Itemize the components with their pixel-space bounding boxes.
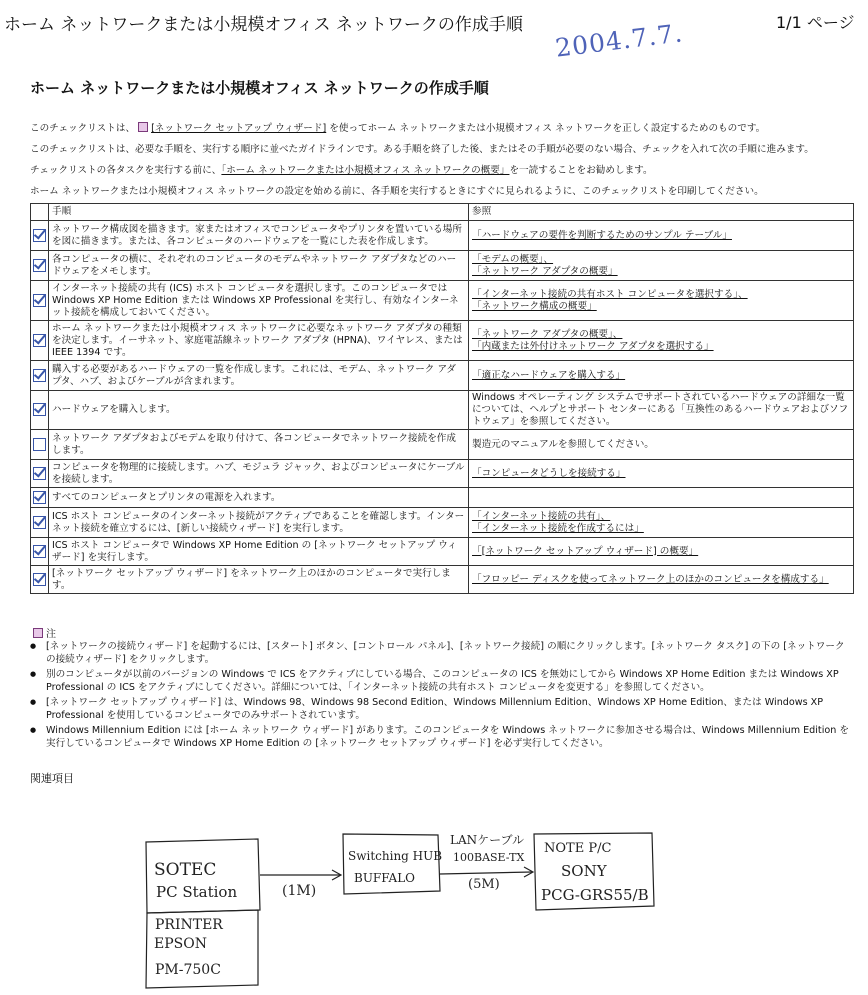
step-checkbox[interactable] — [33, 491, 46, 504]
print-header-title: ホーム ネットワークまたは小規模オフィス ネットワークの作成手順 — [4, 15, 523, 35]
step-checkbox[interactable] — [33, 334, 46, 347]
step-checkbox[interactable] — [33, 369, 46, 382]
intro-text: を一読することをお勧めします。 — [509, 165, 653, 176]
step-checkbox[interactable] — [33, 516, 46, 529]
checkbox-column-header — [31, 204, 49, 221]
checkbox-cell — [31, 391, 49, 430]
intro-text: チェックリストの各タスクを実行する前に、 — [30, 165, 222, 176]
table-row — [31, 321, 854, 361]
sketch-printer-label-1: PRINTER — [155, 917, 223, 933]
step-cell: 購入する必要があるハードウェアの一覧を作成します。これには、モデム、ネットワーク アダプタ、ハブ、およびケーブルが含まれます。 — [49, 361, 469, 391]
step-cell: 各コンピュータの横に、それぞれのコンピュータのモデムやネットワーク アダプタなどのハードウェアをメモします。 — [49, 251, 469, 281]
intro-paragraph-2: このチェックリストは、必要な手順を、実行する順序に並べたガイドラインです。ある手順を終了した後、またはその手順が必要のない場合、チェックを入れて次の手順に進みます。 — [30, 144, 814, 155]
note-item: ● Windows Millennium Edition には [ホーム ネットワーク ウィザード] があります。このコンピュータを Windows ネットワークに参加させる場合は、Windows Millennium Edition を実行しているコンピュータで Windows XP Home Edition の [ネットワーク セットアップ ウィザード] を必ず実行してください。 — [30, 724, 850, 750]
table-row — [31, 566, 854, 594]
checkbox-cell — [31, 460, 49, 488]
reference-cell[interactable]: 「コンピュータどうしを接続する」 — [469, 460, 854, 488]
link-network-setup-wizard[interactable]: [ネットワーク セットアップ ウィザード] — [151, 123, 327, 134]
notes-header-label: 注 — [46, 629, 56, 640]
intro-text: を使ってホーム ネットワークまたは小規模オフィス ネットワークを正しく設定するためのものです。 — [326, 123, 766, 134]
link-network-overview[interactable]: 「ホーム ネットワークまたは小規模オフィス ネットワークの概要」 — [221, 165, 510, 176]
step-checkbox[interactable] — [33, 573, 46, 586]
sketch-printer-label-3: PM-750C — [155, 962, 221, 978]
sketch-cable-label-2b: 100BASE-TX — [453, 851, 525, 864]
checkbox-cell — [31, 251, 49, 281]
reference-cell[interactable]: 製造元のマニュアルを参照してください。 — [469, 430, 854, 460]
wizard-icon — [138, 122, 148, 132]
step-cell: ハードウェアを購入します。 — [49, 391, 469, 430]
checkbox-cell — [31, 361, 49, 391]
step-cell: インターネット接続の共有 (ICS) ホスト コンピュータを選択します。このコンピュータでは Windows XP Home Edition または Windows XP Professional を実行し、有効なインターネット接続を構成しておいてください。 — [49, 281, 469, 321]
reference-cell[interactable]: Windows オペレーティング システムでサポートされているハードウェアの詳細な一覧については、ヘルプとサポート センターにある「互換性のあるハードウェアおよびソフトウェア」を参照してください。 — [469, 391, 854, 430]
table-header-row — [31, 204, 854, 221]
sketch-cable-label-2c: (5M) — [468, 877, 500, 892]
note-item: ● [ネットワーク セットアップ ウィザード] は、Windows 98、Windows 98 Second Edition、Windows Millennium Edition、Windows XP Home Edition、または Windows XP Professional を使用しているコンピュータでのみサポートされています。 — [30, 696, 850, 722]
step-cell: ICS ホスト コンピュータのインターネット接続がアクティブであることを確認します。インターネット接続を確立するには、[新しい接続ウィザード] を実行します。 — [49, 508, 469, 538]
step-cell: ネットワーク構成図を描きます。家またはオフィスでコンピュータやプリンタを置いている場所を図に描きます。または、各コンピュータのハードウェアを一覧にした表を作成します。 — [49, 221, 469, 251]
sketch-note-label-3: PCG-GRS55/B — [541, 886, 649, 904]
note-icon — [33, 628, 43, 638]
sketch-pc-label-2: PC Station — [156, 883, 238, 901]
checkbox-cell — [31, 321, 49, 361]
reference-cell[interactable]: 「ネットワーク アダプタの概要」、 「内蔵または外付けネットワーク アダプタを選択する」 — [469, 321, 854, 361]
table-row — [31, 508, 854, 538]
checkbox-cell — [31, 508, 49, 538]
table-row — [31, 281, 854, 321]
step-cell: ホーム ネットワークまたは小規模オフィス ネットワークに必要なネットワーク アダプタの種類を決定します。イーサネット、家庭電話線ネットワーク アダプタ (HPNA)、ワイヤレス、または IEEE 1394 です。 — [49, 321, 469, 361]
step-cell: ネットワーク アダプタおよびモデムを取り付けて、各コンピュータでネットワーク接続を作成します。 — [49, 430, 469, 460]
reference-cell[interactable]: 「適正なハードウェアを購入する」 — [469, 361, 854, 391]
table-row — [31, 361, 854, 391]
sketch-hub-label-1: Switching HUB — [348, 849, 443, 863]
checkbox-cell — [31, 281, 49, 321]
step-checkbox[interactable] — [33, 259, 46, 272]
column-header-step: 手順 — [49, 204, 469, 221]
note-item: ● [ネットワークの接続ウィザード] を起動するには、[スタート] ボタン、[コントロール パネル]、[ネットワーク接続] の順にクリックします。[ネットワーク タスク] の下の [ネットワークの接続ウィザード] をクリックします。 — [30, 640, 850, 666]
intro-paragraph-4: ホーム ネットワークまたは小規模オフィス ネットワークの設定を始める前に、各手順を実行するときにすぐに見られるように、このチェックリストを印刷してください。 — [30, 186, 764, 197]
step-cell: ICS ホスト コンピュータで Windows XP Home Edition の [ネットワーク セットアップ ウィザード] を実行します。 — [49, 538, 469, 566]
sketch-cable-label-2a: LANケーブル — [450, 833, 525, 847]
step-cell: すべてのコンピュータとプリンタの電源を入れます。 — [49, 488, 469, 508]
sketch-hub-label-2: BUFFALO — [354, 871, 416, 885]
checkbox-cell — [31, 430, 49, 460]
step-checkbox[interactable] — [33, 403, 46, 416]
reference-cell[interactable]: 「インターネット接続の共有ホスト コンピュータを選択する」、 「ネットワーク構成の概要」 — [469, 281, 854, 321]
sketch-cable-label-1: (1M) — [282, 883, 317, 899]
checkbox-cell — [31, 488, 49, 508]
table-row — [31, 538, 854, 566]
reference-cell[interactable]: 「インターネット接続の共有」、 「インターネット接続を作成するには」 — [469, 508, 854, 538]
step-checkbox[interactable] — [33, 229, 46, 242]
sketch-pc-label-1: SOTEC — [154, 860, 217, 880]
table-row — [31, 221, 854, 251]
checkbox-cell — [31, 538, 49, 566]
related-topics-heading: 関連項目 — [30, 772, 74, 785]
checkbox-cell — [31, 566, 49, 594]
table-row — [31, 460, 854, 488]
step-cell: コンピュータを物理的に接続します。ハブ、モジュラ ジャック、およびコンピュータにケーブルを接続します。 — [49, 460, 469, 488]
network-sketch — [0, 790, 868, 995]
intro-paragraph-1 — [30, 120, 765, 134]
notes-list — [30, 640, 850, 752]
step-checkbox[interactable] — [33, 438, 46, 451]
step-checkbox[interactable] — [33, 467, 46, 480]
intro-text: このチェックリストは、 — [30, 123, 136, 134]
step-checkbox[interactable] — [33, 294, 46, 307]
intro-paragraph-3 — [30, 162, 653, 176]
handwritten-date: 2004.7.7. — [553, 18, 685, 63]
reference-cell[interactable]: 「[ネットワーク セットアップ ウィザード] の概要」 — [469, 538, 854, 566]
table-row — [31, 488, 854, 508]
table-row — [31, 251, 854, 281]
reference-cell[interactable]: 「フロッピー ディスクを使ってネットワーク上のほかのコンピュータを構成する」 — [469, 566, 854, 594]
sketch-printer-label-2: EPSON — [154, 936, 207, 952]
reference-cell[interactable] — [469, 488, 854, 508]
page-title: ホーム ネットワークまたは小規模オフィス ネットワークの作成手順 — [30, 79, 489, 97]
hub-box — [343, 834, 443, 894]
print-header-page: 1/1 ページ — [776, 13, 855, 32]
cable-line-2 — [440, 872, 532, 874]
notes-header — [30, 625, 56, 640]
table-row — [31, 430, 854, 460]
reference-cell[interactable]: 「ハードウェアの要件を判断するためのサンプル テーブル」 — [469, 221, 854, 251]
column-header-reference: 参照 — [469, 204, 854, 221]
step-checkbox[interactable] — [33, 545, 46, 558]
checklist-table — [30, 203, 854, 594]
table-row — [31, 391, 854, 430]
reference-cell[interactable]: 「モデムの概要」、 「ネットワーク アダプタの概要」 — [469, 251, 854, 281]
sketch-note-label-2: SONY — [561, 862, 607, 880]
step-cell: [ネットワーク セットアップ ウィザード] をネットワーク上のほかのコンピュータで実行します。 — [49, 566, 469, 594]
checkbox-cell — [31, 221, 49, 251]
sketch-note-label-1: NOTE P/C — [544, 841, 612, 856]
note-item: ● 別のコンピュータが以前のバージョンの Windows で ICS をアクティブにしている場合、このコンピュータの ICS を無効にしてから Windows XP Home Edition または Windows XP Professional の ICS をアクティブにしてください。詳細については、「インターネット接続の共有ホスト コンピュータを変更する」を参照してください。 — [30, 668, 850, 694]
